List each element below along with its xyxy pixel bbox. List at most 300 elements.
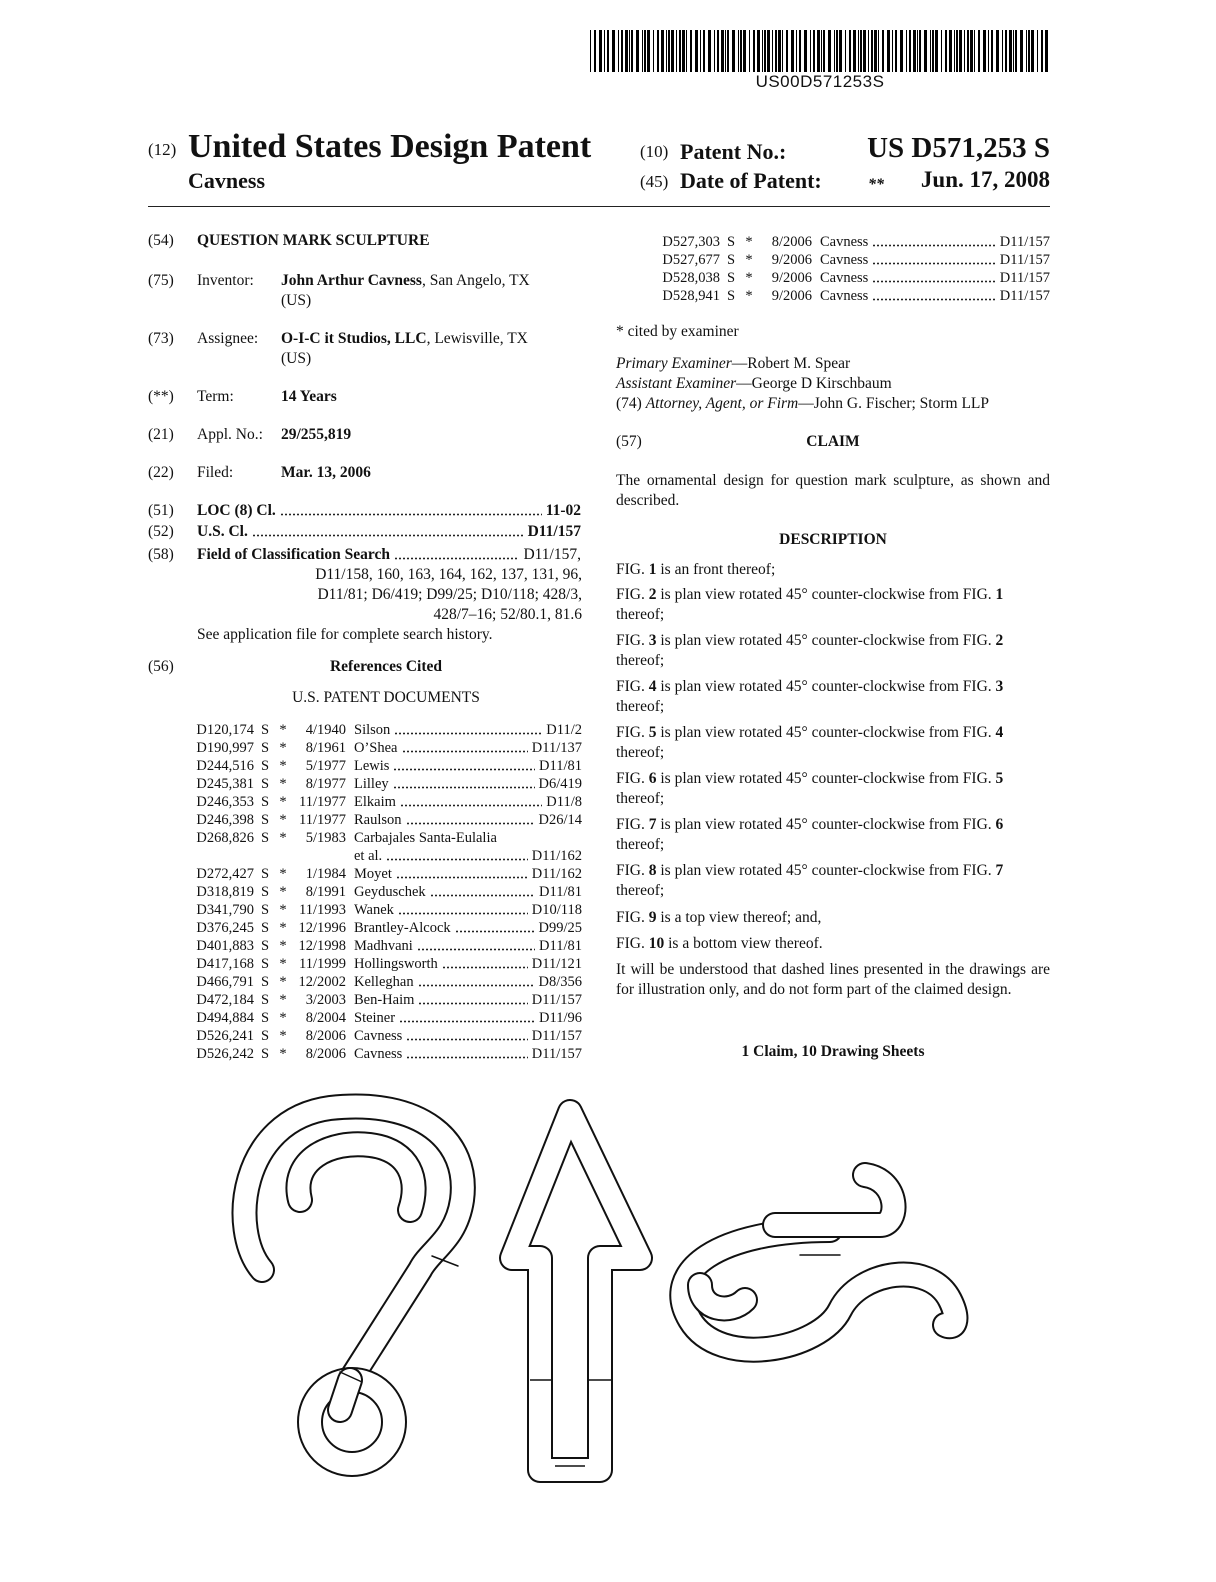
reference-number: D527,303 — [662, 234, 720, 250]
barcode-bar — [810, 30, 811, 72]
field-note: See application file for complete search history. — [197, 626, 493, 643]
appl-value: 29/255,819 — [281, 426, 352, 443]
reference-date: 11/1977 — [299, 794, 346, 810]
dot-leader — [394, 732, 542, 735]
reference-cited-marker: * — [279, 722, 287, 738]
reference-kind: S — [260, 974, 270, 990]
reference-kind: S — [260, 992, 270, 1008]
barcode-bar — [679, 30, 681, 72]
field-line: 428/7–16; 52/80.1, 81.6 — [433, 606, 582, 623]
figure-description — [616, 631, 1050, 671]
dashed-lines-note: It will be understood that dashed lines presented in the drawings are for illustration only, and do not form part of the claimed design. — [616, 961, 1050, 998]
barcode-bar — [906, 30, 907, 72]
barcode-bar — [599, 30, 602, 72]
reference-date: 3/2003 — [305, 992, 346, 1008]
figure-text-tail: thereof; — [616, 882, 665, 899]
reference-class: D11/81 — [539, 938, 582, 954]
reference-name: Wanek — [354, 902, 394, 918]
question-mark-figure — [245, 1107, 463, 1464]
reference-name: O’Shea — [354, 740, 398, 756]
reference-date: 9/2006 — [771, 270, 812, 286]
reference-class: D99/25 — [538, 920, 582, 936]
reference-row — [652, 287, 1050, 305]
kind-code: (12) — [148, 140, 177, 159]
barcode-bar — [753, 30, 755, 72]
field-label: Field of Classification Search — [197, 546, 391, 563]
barcode-bar — [618, 30, 619, 72]
figure-label: FIG. — [616, 632, 645, 649]
figure-text: is plan view rotated 45° counter-clockwise from FIG. — [656, 770, 996, 787]
reference-class: D11/157 — [999, 270, 1050, 286]
reference-row — [186, 793, 582, 811]
reference-class: D11/157 — [999, 234, 1050, 250]
reference-row — [186, 919, 582, 937]
barcode-bar — [1009, 30, 1012, 72]
reference-class: D6/419 — [538, 776, 582, 792]
barcode-bar — [924, 30, 927, 72]
term-value: 14 Years — [281, 388, 337, 405]
reference-kind: S — [726, 252, 736, 268]
barcode-bar — [919, 30, 921, 72]
reference-name: Moyet — [354, 866, 392, 882]
barcode-bar — [738, 30, 739, 72]
figure-number: 8 — [648, 862, 657, 879]
reference-name: Kelleghan — [354, 974, 414, 990]
figure-text: is a bottom view thereof. — [664, 935, 823, 952]
reference-date: 4/1940 — [305, 722, 346, 738]
barcode-bar — [1028, 30, 1030, 72]
appl-code: (21) — [148, 426, 174, 443]
reference-row — [186, 955, 582, 973]
reference-class: D11/96 — [539, 1010, 582, 1026]
barcode-bar — [967, 30, 969, 72]
reference-kind: S — [260, 920, 270, 936]
dot-leader — [399, 1020, 535, 1023]
barcode-bar — [860, 30, 862, 72]
figure-description — [616, 560, 1050, 580]
reference-number: D190,997 — [196, 740, 254, 756]
figure-number: 6 — [648, 770, 657, 787]
reference-date: 12/2002 — [298, 974, 346, 990]
patent-number: US D571,253 S — [867, 132, 1050, 164]
reference-date: 9/2006 — [771, 252, 812, 268]
barcode-bar — [821, 30, 822, 72]
reference-row — [186, 937, 582, 955]
reference-name: Geyduschek — [354, 884, 426, 900]
barcode-bar — [708, 30, 711, 72]
assignee-name: O-I-C it Studios, LLC — [281, 330, 427, 347]
barcode-bar — [959, 30, 962, 72]
barcode-bar — [629, 30, 630, 72]
inventor-country: (US) — [281, 292, 312, 309]
reference-class: D11/157 — [531, 1046, 582, 1062]
barcode-bar — [782, 30, 783, 72]
assignee-location: , Lewisville, TX — [426, 330, 528, 347]
reference-kind: S — [260, 776, 270, 792]
reference-date: 11/1993 — [299, 902, 346, 918]
figure-label: FIG. — [616, 935, 645, 952]
figure-reference-number: 3 — [995, 678, 1004, 695]
reference-class: D26/14 — [538, 812, 582, 828]
reference-kind: S — [260, 1046, 270, 1062]
reference-cited-marker: * — [279, 884, 287, 900]
assignee-code: (73) — [148, 330, 174, 347]
reference-name: Brantley-Alcock — [354, 920, 451, 936]
figure-text-tail: thereof; — [616, 790, 665, 807]
reference-name: Silson — [354, 722, 391, 738]
barcode-bar — [686, 30, 687, 72]
dot-leader — [455, 930, 535, 933]
field-line: D11/81; D6/419; D99/25; D10/118; 428/3, — [317, 586, 582, 603]
loc-label: LOC (8) Cl. — [197, 502, 276, 519]
reference-number: D341,790 — [196, 902, 254, 918]
reference-date: 8/2006 — [771, 234, 812, 250]
barcode-bar — [700, 30, 701, 72]
reference-kind: S — [260, 812, 270, 828]
primary-examiner-name: —Robert M. Spear — [731, 355, 851, 372]
barcode-bar — [612, 30, 615, 72]
figure-description — [616, 723, 1050, 763]
reference-kind: S — [260, 830, 270, 846]
barcode-bar — [941, 30, 942, 72]
reference-kind: S — [260, 740, 270, 756]
barcode-bar — [743, 30, 746, 72]
patent-no-label: Patent No.: — [680, 139, 787, 164]
figure-description — [616, 585, 1050, 625]
figure-description — [616, 934, 1050, 954]
barcode-bar — [749, 30, 750, 72]
figure-number: 3 — [648, 632, 657, 649]
reference-cited-marker: * — [279, 812, 287, 828]
reference-cited-marker: * — [279, 956, 287, 972]
figure-label: FIG. — [616, 586, 645, 603]
barcode-bar — [676, 30, 677, 72]
dot-leader — [872, 262, 995, 265]
dot-leader — [442, 966, 528, 969]
barcode-bar — [882, 30, 884, 72]
reference-cited-marker: * — [279, 866, 287, 882]
reference-kind: S — [726, 270, 736, 286]
reference-kind: S — [260, 938, 270, 954]
reference-kind: S — [260, 722, 270, 738]
reference-date: 11/1999 — [299, 956, 346, 972]
barcode-bar — [932, 30, 934, 72]
barcode-bar — [930, 30, 931, 72]
field-line: D11/158, 160, 163, 164, 162, 137, 131, 96, — [315, 566, 582, 583]
reference-cited-marker: * — [279, 938, 287, 954]
barcode-bar — [767, 30, 770, 72]
reference-name: Cavness — [820, 234, 869, 250]
reference-name: Madhvani — [354, 938, 413, 954]
reference-row-continued — [354, 847, 582, 865]
figure-label: FIG. — [616, 816, 645, 833]
us-class-label: U.S. Cl. — [197, 523, 248, 540]
barcode-bar — [871, 30, 873, 72]
reference-number: D376,245 — [196, 920, 254, 936]
document-title: United States Design Patent — [188, 128, 592, 165]
barcode-bar — [1041, 30, 1043, 72]
reference-class: D11/157 — [999, 288, 1050, 304]
dot-leader — [872, 298, 995, 301]
reference-row — [186, 721, 582, 739]
barcode-bar — [853, 30, 856, 72]
reference-row — [186, 1009, 582, 1027]
figure-number: 10 — [648, 935, 665, 952]
reference-cited-marker: * — [279, 740, 287, 756]
dot-leader — [393, 786, 535, 789]
reference-number: D417,168 — [196, 956, 254, 972]
reference-number: D272,427 — [196, 866, 254, 882]
reference-class: D11/2 — [546, 722, 582, 738]
reference-number: D526,241 — [196, 1028, 254, 1044]
reference-row — [186, 901, 582, 919]
reference-number: D528,941 — [662, 288, 720, 304]
field-value: D11/157, — [523, 546, 581, 563]
barcode-bar — [695, 30, 698, 72]
reference-row — [186, 775, 582, 793]
figure-number: 9 — [648, 909, 657, 926]
reference-class: D10/118 — [531, 902, 582, 918]
barcode-bar — [725, 30, 726, 72]
figure-label: FIG. — [616, 678, 645, 695]
dot-leader — [386, 858, 528, 861]
figure-label: FIG. — [616, 909, 645, 926]
reference-number: D246,398 — [196, 812, 254, 828]
reference-cited-marker: * — [279, 1046, 287, 1062]
figure-text: is plan view rotated 45° counter-clockwise from FIG. — [656, 586, 996, 603]
dot-leader — [252, 534, 524, 537]
reference-date: 8/1961 — [305, 740, 346, 756]
barcode-bar — [909, 30, 911, 72]
reference-cited-marker: * — [279, 1028, 287, 1044]
figure-reference-number: 5 — [995, 770, 1004, 787]
reference-class: D11/137 — [531, 740, 582, 756]
reference-name: Ben-Haim — [354, 992, 415, 1008]
barcode-bar — [1037, 30, 1038, 72]
barcode-bar — [604, 30, 605, 72]
reference-number: D472,184 — [196, 992, 254, 1008]
barcode-bar — [717, 30, 719, 72]
barcode-bar — [796, 30, 797, 72]
figure-label: FIG. — [616, 561, 645, 578]
barcode-bar — [813, 30, 815, 72]
reference-cited-marker: * — [745, 270, 753, 286]
appl-label: Appl. No.: — [197, 426, 263, 443]
reference-date: 12/1998 — [298, 938, 346, 954]
reference-class: D11/162 — [531, 848, 582, 864]
reference-number: D244,516 — [196, 758, 254, 774]
barcode-bar — [996, 30, 999, 72]
barcode-bar — [764, 30, 766, 72]
reference-date: 8/2006 — [305, 1028, 346, 1044]
reference-date: 8/1991 — [305, 884, 346, 900]
barcode-bar — [988, 30, 989, 72]
reference-name: Cavness — [820, 270, 869, 286]
patent-date: Jun. 17, 2008 — [920, 167, 1050, 192]
figure-text-tail: thereof; — [616, 744, 665, 761]
figure-reference-number: 1 — [995, 586, 1004, 603]
loc-code: (51) — [148, 502, 174, 519]
reference-number: D494,884 — [196, 1010, 254, 1026]
title-code: (54) — [148, 232, 174, 249]
reference-kind: S — [726, 288, 736, 304]
barcode-bar — [1031, 30, 1034, 72]
primary-examiner-label: Primary Examiner — [616, 355, 732, 372]
inventor-label: Inventor: — [197, 272, 254, 289]
reference-date: 12/1996 — [298, 920, 346, 936]
barcode-bar — [956, 30, 958, 72]
reference-kind: S — [726, 234, 736, 250]
reference-class: D11/81 — [539, 758, 582, 774]
dot-leader — [406, 1056, 527, 1059]
reference-number: D466,791 — [196, 974, 254, 990]
dot-leader — [280, 513, 542, 516]
reference-kind: S — [260, 866, 270, 882]
barcode-bar — [625, 30, 628, 72]
barcode-bar — [661, 30, 664, 72]
reference-cited-marker: * — [279, 920, 287, 936]
barcode-bar — [772, 30, 773, 72]
dot-leader — [417, 948, 535, 951]
inventor-location: , San Angelo, TX — [421, 272, 530, 289]
barcode-bar — [653, 30, 654, 72]
barcode-bar — [895, 30, 897, 72]
barcode-bar — [690, 30, 692, 72]
reference-name-continued: et al. — [354, 848, 383, 864]
reference-row — [186, 1027, 582, 1045]
date-label: Date of Patent: — [680, 168, 822, 193]
figure-reference-number: 7 — [995, 862, 1004, 879]
barcode-bar — [858, 30, 859, 72]
reference-name: Carbajales Santa-Eulalia — [354, 830, 497, 846]
barcode-bar — [682, 30, 685, 72]
figure-text: is plan view rotated 45° counter-clockwise from FIG. — [656, 632, 996, 649]
refs-code: (56) — [148, 658, 174, 675]
design-drawings — [0, 1080, 1216, 1500]
barcode-bar — [991, 30, 993, 72]
figure-text-tail: thereof; — [616, 652, 665, 669]
reference-row — [652, 269, 1050, 287]
figure-text-tail: thereof; — [616, 606, 665, 623]
barcode-bar — [775, 30, 777, 72]
barcode-bar — [917, 30, 918, 72]
barcode-bar — [778, 30, 781, 72]
attorney-name: —John G. Fischer; Storm LLP — [798, 395, 990, 412]
barcode-bar — [970, 30, 973, 72]
barcode-bar — [799, 30, 801, 72]
reference-number: D120,174 — [196, 722, 254, 738]
reference-cited-marker: * — [279, 794, 287, 810]
arrow-figure — [512, 1112, 640, 1470]
barcode-bar — [791, 30, 794, 72]
figure-number: 5 — [648, 724, 657, 741]
barcode-bar — [828, 30, 831, 72]
reference-name: Hollingsworth — [354, 956, 438, 972]
reference-date: 11/1977 — [299, 812, 346, 828]
reference-row — [186, 973, 582, 991]
reference-cited-marker: * — [279, 776, 287, 792]
reference-row — [186, 811, 582, 829]
assignee-label: Assignee: — [197, 330, 259, 347]
date-code: (45) — [640, 172, 669, 191]
reference-kind: S — [260, 1010, 270, 1026]
reference-class: D11/157 — [531, 992, 582, 1008]
barcode-bar — [868, 30, 869, 72]
header-divider — [148, 206, 1050, 207]
barcode-bar — [666, 30, 667, 72]
reference-name: Raulson — [354, 812, 402, 828]
refs-subtitle: U.S. PATENT DOCUMENTS — [292, 689, 480, 706]
reference-class: D11/157 — [999, 252, 1050, 268]
barcode-bar — [878, 30, 879, 72]
barcode-bar — [900, 30, 903, 72]
figure-number: 2 — [648, 586, 657, 603]
reference-name: Lewis — [354, 758, 390, 774]
barcode-bar — [945, 30, 947, 72]
reference-class: D11/81 — [539, 884, 582, 900]
us-class-value: D11/157 — [527, 523, 581, 540]
term-label: Term: — [197, 388, 234, 405]
barcode-bar — [817, 30, 820, 72]
invention-title: QUESTION MARK SCULPTURE — [197, 232, 430, 249]
reference-number: D245,381 — [196, 776, 254, 792]
reference-kind: S — [260, 956, 270, 972]
reference-class: D8/356 — [538, 974, 582, 990]
filed-label: Filed: — [197, 464, 234, 481]
reference-row — [186, 883, 582, 901]
reference-cited-marker: * — [279, 992, 287, 1008]
reference-number: D528,038 — [662, 270, 720, 286]
figure-number: 1 — [648, 561, 657, 578]
figure-text: is plan view rotated 45° counter-clockwise from FIG. — [656, 724, 996, 741]
barcode-bar — [1045, 30, 1048, 72]
refs-title: References Cited — [329, 658, 443, 675]
barcode-bar — [757, 30, 760, 72]
barcode-bar — [949, 30, 952, 72]
barcode-bar — [740, 30, 742, 72]
description-title: DESCRIPTION — [779, 531, 887, 548]
cited-note: * cited by examiner — [616, 323, 739, 340]
figure-reference-number: 6 — [995, 816, 1004, 833]
barcode-bar — [721, 30, 724, 72]
reference-name: Cavness — [354, 1028, 403, 1044]
reference-date: 8/1977 — [305, 776, 346, 792]
reference-number: D526,242 — [196, 1046, 254, 1062]
barcode-bar — [590, 30, 591, 72]
attorney-label: Attorney, Agent, or Firm — [645, 395, 799, 412]
claim-text: The ornamental design for question mark sculpture, as shown and described. — [616, 472, 1050, 509]
reference-class: D11/121 — [531, 956, 582, 972]
reference-number: D318,819 — [196, 884, 254, 900]
barcode — [590, 30, 1050, 72]
dot-leader — [394, 557, 519, 560]
dot-leader — [418, 984, 535, 987]
reference-cited-marker: * — [745, 252, 753, 268]
figure-text: is plan view rotated 45° counter-clockwise from FIG. — [656, 678, 996, 695]
dot-leader — [396, 876, 528, 879]
barcode-bar — [657, 30, 659, 72]
reference-class: D11/8 — [546, 794, 582, 810]
reference-cited-marker: * — [279, 830, 287, 846]
reference-cited-marker: * — [279, 1010, 287, 1026]
dot-leader — [430, 894, 535, 897]
figure-label: FIG. — [616, 862, 645, 879]
date-marker: ** — [868, 176, 884, 193]
reference-name: Cavness — [820, 288, 869, 304]
reference-kind: S — [260, 1028, 270, 1044]
us-class-code: (52) — [148, 523, 174, 540]
figure-description — [616, 908, 1050, 928]
